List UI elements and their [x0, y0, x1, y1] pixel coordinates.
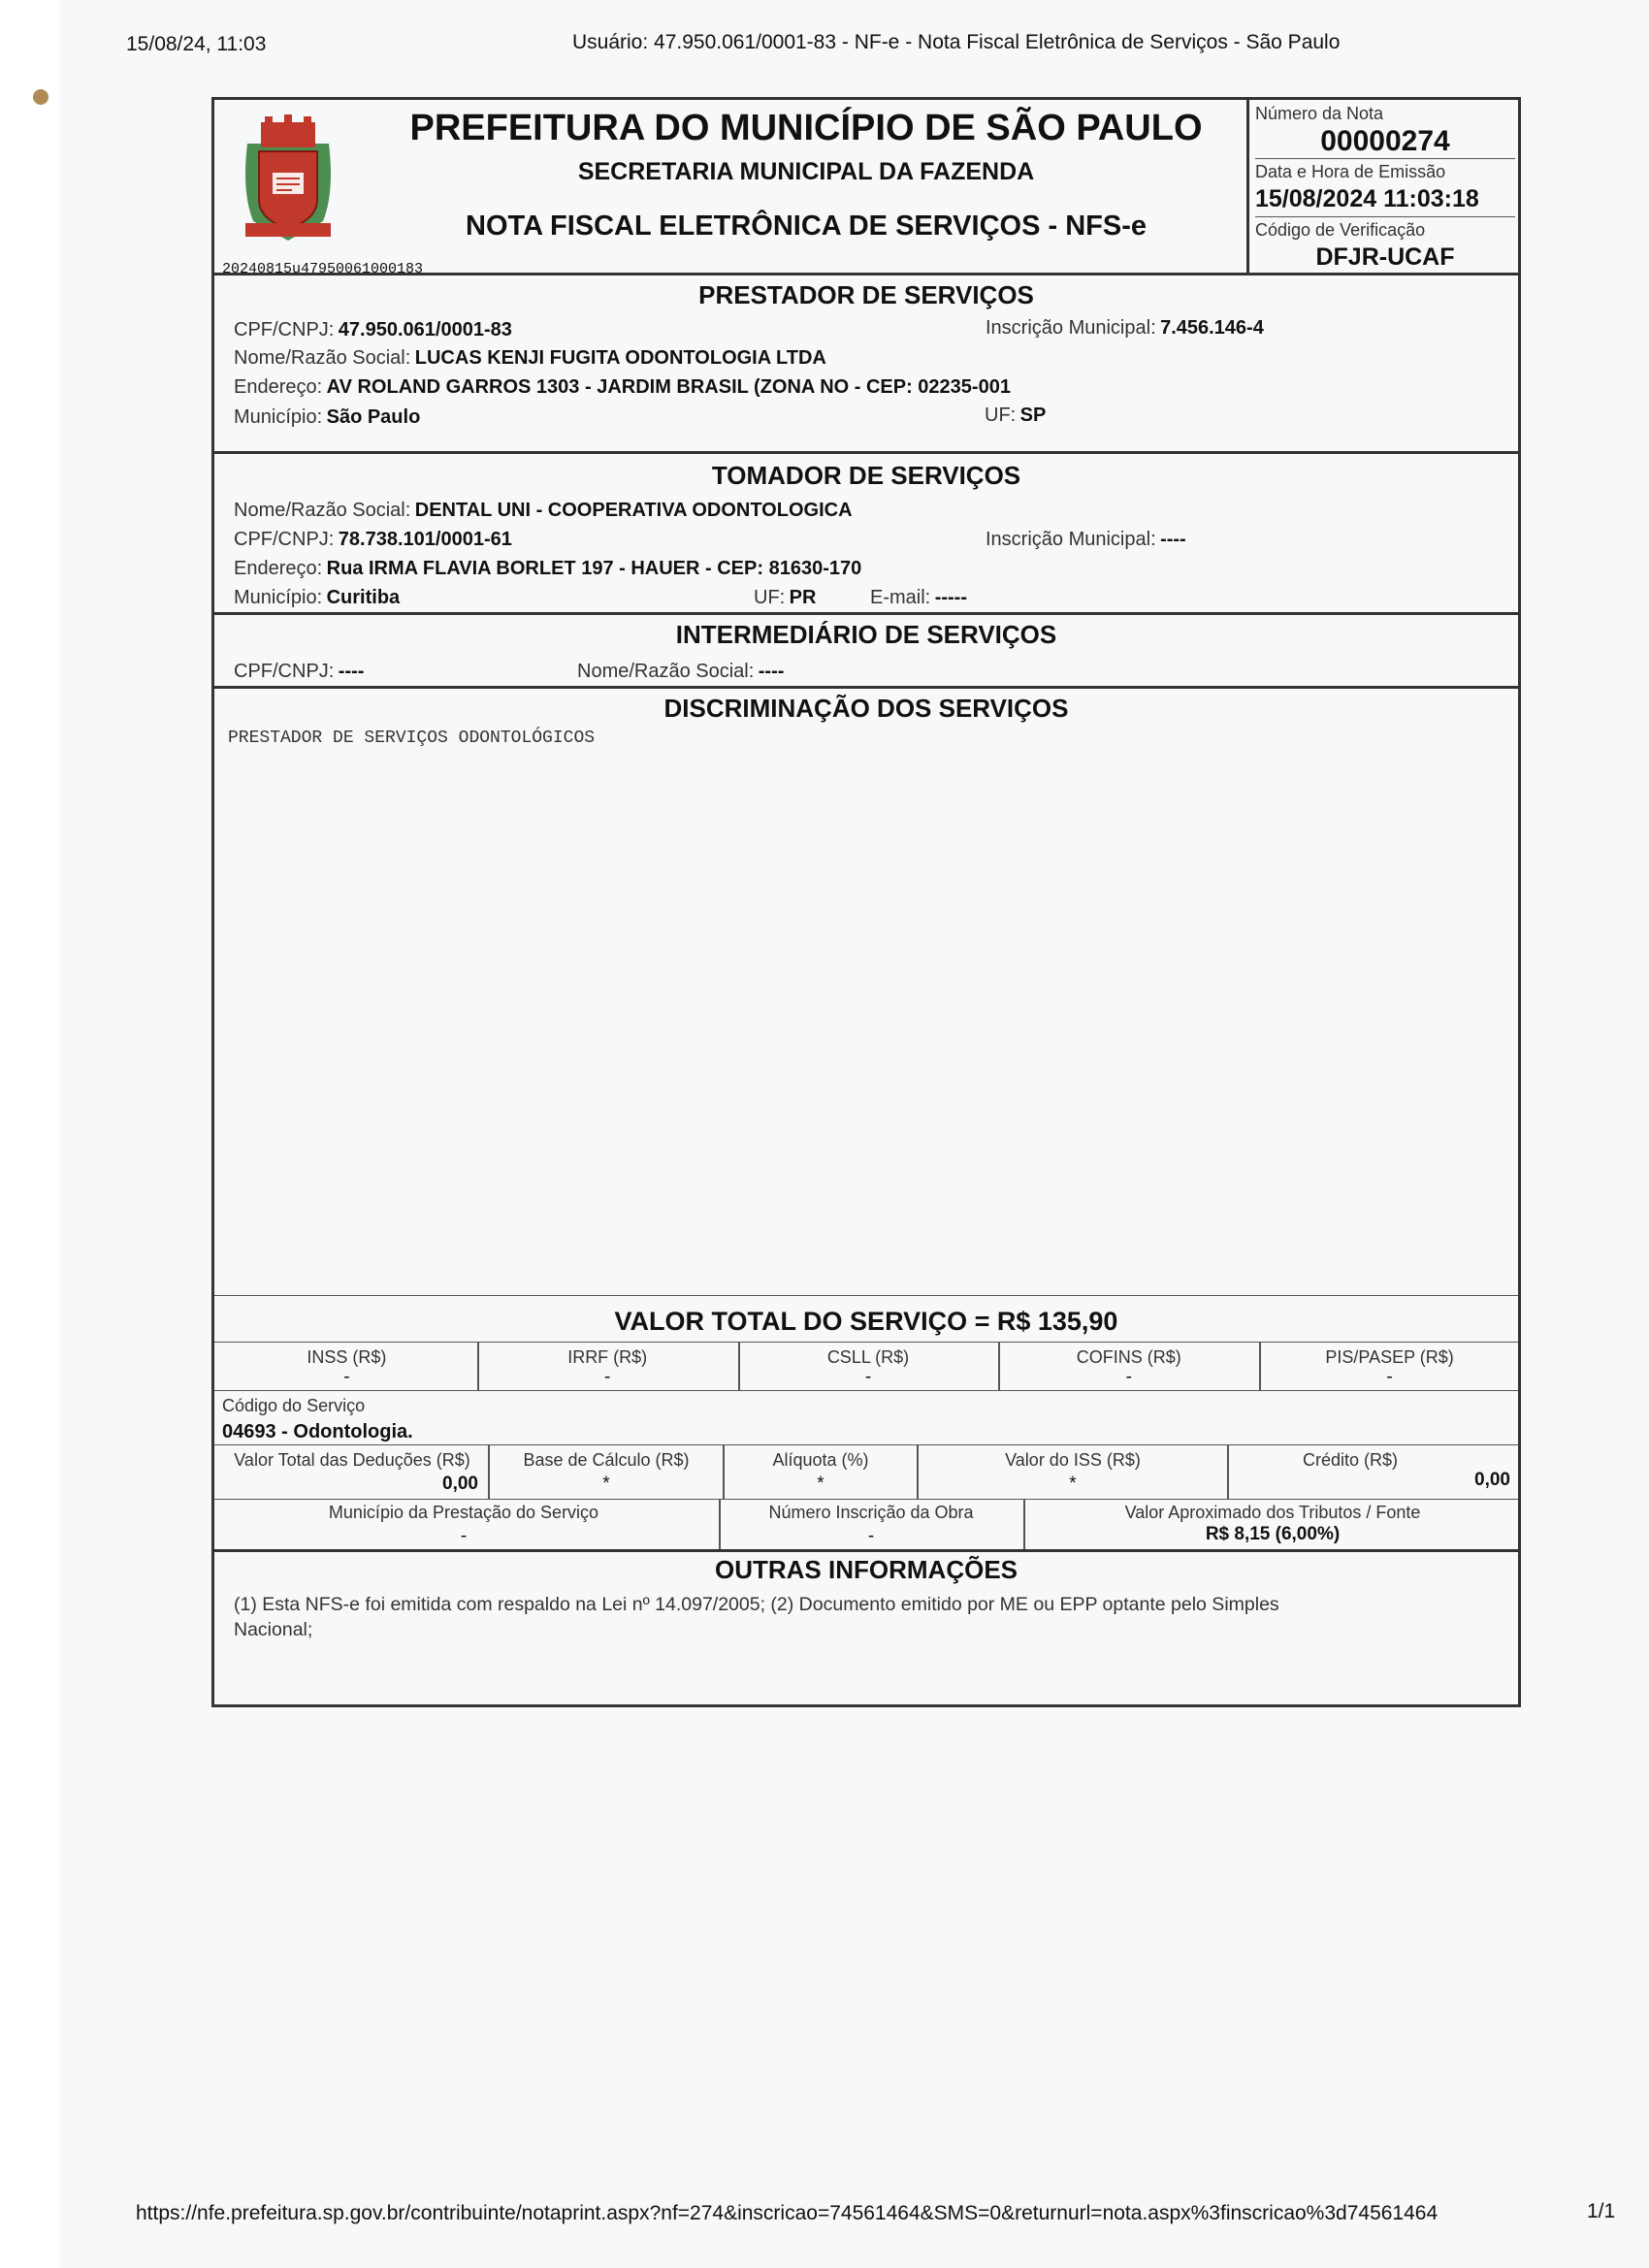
tomador-uf: UF: PR [754, 587, 817, 608]
print-datetime: 15/08/24, 11:03 [126, 33, 267, 55]
tributo-value: - [1386, 1367, 1393, 1387]
tomador-title: TOMADOR DE SERVIÇOS [711, 461, 1021, 490]
intermediario-title: INTERMEDIÁRIO DE SERVIÇOS [675, 620, 1057, 649]
header-secretaria: SECRETARIA MUNICIPAL DA FAZENDA [577, 158, 1035, 185]
discriminacao-text: PRESTADOR DE SERVIÇOS ODONTOLÓGICOS [228, 729, 596, 748]
tributo-value: - [864, 1367, 872, 1387]
obra-label: Número Inscrição da Obra [768, 1503, 974, 1522]
tributo-divider [998, 1342, 1000, 1390]
municipio-prestacao-label: Município da Prestação do Serviço [328, 1503, 599, 1522]
print-title: Usuário: 47.950.061/0001-83 - NF-e - Nota Fiscal Eletrônica de Serviços - São Paulo [572, 31, 1341, 53]
prestador-municipio: Município: São Paulo [234, 406, 421, 428]
base-label: Base de Cálculo (R$) [523, 1450, 690, 1470]
verificacao-value: DFJR-UCAF [1315, 243, 1455, 271]
municipio-prestacao-value: - [460, 1526, 468, 1546]
prestador-im: Inscrição Municipal: 7.456.146-4 [986, 317, 1264, 339]
tomador-municipio: Município: Curitiba [234, 587, 401, 608]
valor-total: VALOR TOTAL DO SERVIÇO = R$ 135,90 [614, 1307, 1118, 1336]
codigo-servico-value: 04693 - Odontologia. [222, 1421, 413, 1442]
tributo-divider [1259, 1342, 1261, 1390]
outras-line2: Nacional; [234, 1619, 313, 1640]
tributo-label: COFINS (R$) [1076, 1347, 1181, 1367]
emissao-label: Data e Hora de Emissão [1255, 162, 1446, 181]
intermediario-cnpj: CPF/CNPJ: ---- [234, 661, 365, 682]
verificacao-label: Código de Verificação [1255, 220, 1426, 240]
tributo-label: CSLL (R$) [826, 1347, 910, 1367]
nota-info-box [1249, 100, 1521, 273]
prestador-title: PRESTADOR DE SERVIÇOS [698, 280, 1034, 309]
tomador-nome: Nome/Razão Social: DENTAL UNI - COOPERATIVA ODONTOLOGICA [234, 500, 853, 521]
print-url[interactable]: https://nfe.prefeitura.sp.gov.br/contribuinte/notaprint.aspx?nf=274&inscricao=74561464&SMS=0&returnurl=nota.aspx%3finscricao%3d74561464 [136, 2202, 1439, 2224]
tributos-aprox-value: R$ 8,15 (6,00%) [1205, 1524, 1341, 1544]
header-prefeitura: PREFEITURA DO MUNICÍPIO DE SÃO PAULO [409, 108, 1203, 148]
credito-label: Crédito (R$) [1302, 1450, 1399, 1470]
tributo-label: PIS/PASEP (R$) [1325, 1347, 1454, 1367]
credito-value: 0,00 [1474, 1470, 1510, 1490]
tomador-cnpj: CPF/CNPJ: 78.738.101/0001-61 [234, 529, 512, 550]
tomador-email: E-mail: ----- [870, 587, 967, 608]
tributo-value: - [343, 1367, 350, 1387]
prestador-endereco: Endereço: AV ROLAND GARROS 1303 - JARDIM BRASIL (ZONA NO - CEP: 02235-001 [234, 376, 1011, 398]
numero-label: Número da Nota [1255, 104, 1384, 123]
obra-value: - [867, 1526, 875, 1546]
prestador-uf: UF: SP [985, 405, 1047, 426]
nfse-document [211, 97, 1521, 1707]
iss-value: * [1069, 1474, 1077, 1494]
numero-value: 00000274 [1320, 125, 1450, 157]
outras-line1: (1) Esta NFS-e foi emitida com respaldo na Lei nº 14.097/2005; (2) Documento emitido por ME ou EPP optante pelo Simples [234, 1594, 1279, 1615]
tributo-divider [477, 1342, 479, 1390]
scan-smudge [33, 89, 48, 105]
tributo-divider [738, 1342, 740, 1390]
intermediario-nome: Nome/Razão Social: ---- [577, 661, 785, 682]
tributos-aprox-label: Valor Aproximado dos Tributos / Fonte [1124, 1503, 1421, 1522]
deducoes-label: Valor Total das Deduções (R$) [234, 1450, 470, 1470]
iss-label: Valor do ISS (R$) [1005, 1450, 1141, 1470]
tributo-label: INSS (R$) [307, 1347, 387, 1367]
aliquota-value: * [817, 1474, 824, 1494]
prestador-cnpj: CPF/CNPJ: 47.950.061/0001-83 [234, 319, 512, 340]
prestador-nome: Nome/Razão Social: LUCAS KENJI FUGITA ODONTOLOGIA LTDA [234, 347, 826, 369]
print-page-number: 1/1 [1587, 2200, 1616, 2222]
barcode-text: 20240815u47950061000183 [222, 261, 424, 277]
discriminacao-title: DISCRIMINAÇÃO DOS SERVIÇOS [663, 694, 1069, 723]
deducoes-value: 0,00 [442, 1474, 478, 1494]
tributo-label: IRRF (R$) [567, 1347, 648, 1367]
aliquota-label: Alíquota (%) [772, 1450, 869, 1470]
base-value: * [602, 1474, 610, 1494]
tomador-endereco: Endereço: Rua IRMA FLAVIA BORLET 197 - HAUER - CEP: 81630-170 [234, 558, 862, 579]
brasao-crest-icon [234, 114, 342, 248]
emissao-value: 15/08/2024 11:03:18 [1255, 185, 1479, 212]
tributo-value: - [1125, 1367, 1132, 1387]
tomador-im: Inscrição Municipal: ---- [986, 529, 1186, 550]
outras-title: OUTRAS INFORMAÇÕES [715, 1555, 1018, 1584]
codigo-servico-label: Código do Serviço [222, 1396, 366, 1415]
tributo-value: - [604, 1367, 611, 1387]
header-nfse-title: NOTA FISCAL ELETRÔNICA DE SERVIÇOS - NFS-e [466, 211, 1147, 242]
